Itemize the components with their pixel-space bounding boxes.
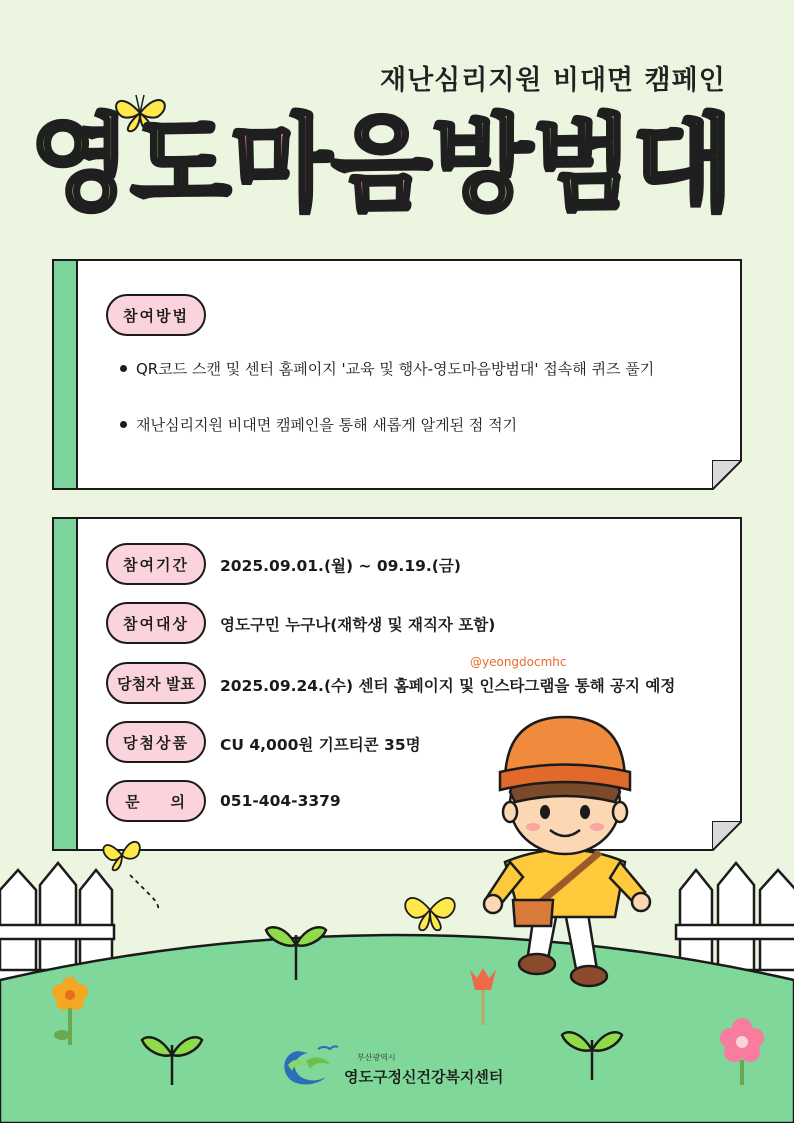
info-label: 당첨상품 — [106, 721, 206, 763]
title-char: 방 — [431, 103, 529, 225]
method-card — [52, 259, 742, 490]
title-char: 음 — [331, 103, 428, 225]
center-logo-icon — [278, 1043, 340, 1091]
method-bullet: 재난심리지원 비대면 캠페인을 통해 새롭게 알게된 점 적기 — [136, 416, 518, 434]
org-small-label: 부산광역시 — [357, 1053, 396, 1062]
instagram-handle: @yeongdocmhc — [470, 655, 567, 669]
method-bullet: QR코드 스캔 및 센터 홈페이지 '교육 및 행사-영도마음방범대' 접속해 퀴즈 풀기 — [136, 360, 655, 378]
method-label: 참여방법 — [106, 294, 206, 336]
info-value: CU 4,000원 기프티콘 35명 — [220, 736, 421, 754]
info-label: 문 의 — [106, 780, 206, 822]
card-accent-bar — [54, 261, 78, 488]
page-title — [30, 105, 770, 225]
title-char: 영 — [30, 103, 127, 225]
title-char: 도 — [130, 103, 227, 225]
title-char: 범 — [532, 103, 629, 225]
info-label: 참여대상 — [106, 602, 206, 644]
campaign-subtitle: 재난심리지원 비대면 캠페인 — [380, 65, 726, 96]
page-fold-icon — [712, 460, 742, 490]
info-label: 당첨자 발표 — [106, 662, 206, 704]
info-value: 2025.09.24.(수) 센터 홈페이지 및 인스타그램을 통해 공지 예정 — [220, 677, 676, 695]
info-value: 2025.09.01.(월) ~ 09.19.(금) — [220, 557, 461, 575]
card-accent-bar — [54, 519, 78, 849]
butterfly-icon — [405, 898, 455, 930]
info-value: 영도구민 누구나(재학생 및 재직자 포함) — [220, 616, 496, 634]
info-label: 참여기간 — [106, 543, 206, 585]
info-value: 051-404-3379 — [220, 792, 341, 810]
title-char: 대 — [632, 103, 730, 225]
boy-character — [465, 712, 665, 997]
title-char: 마 — [230, 103, 328, 225]
org-name: 영도구정신건강복지센터 — [344, 1068, 504, 1086]
